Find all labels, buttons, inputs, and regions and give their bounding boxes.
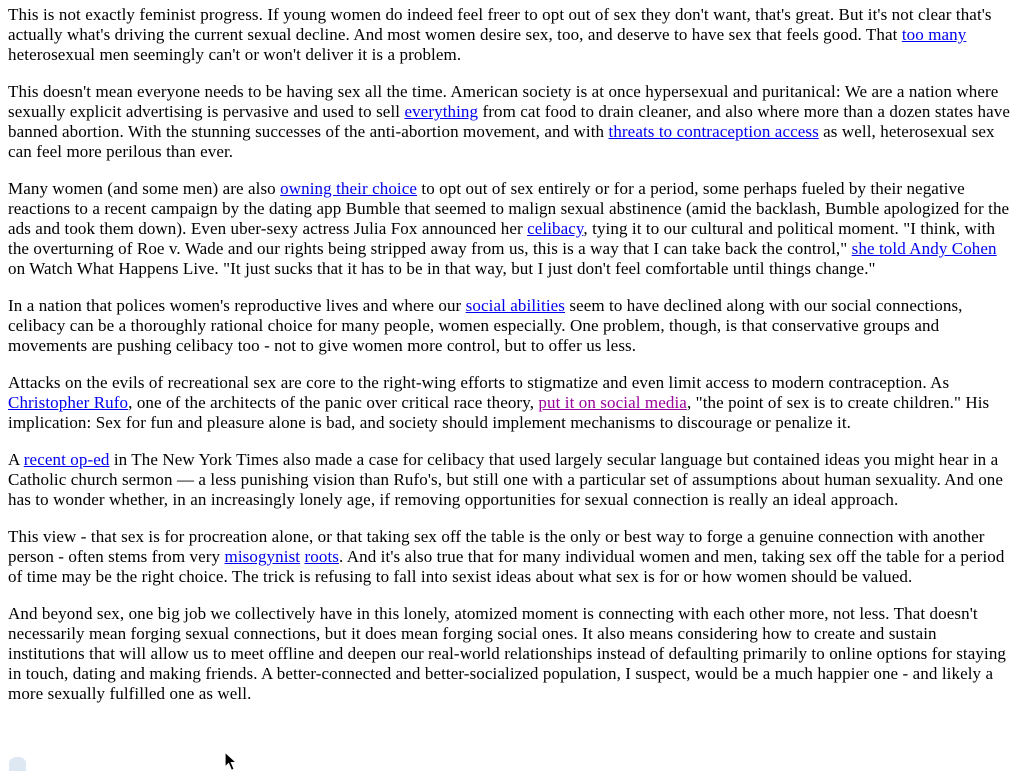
paragraph-text: , "the point of sex is to create children." His implication: Sex for fun and pleasure alone is bad, and society should implement mechanisms to discourage or penalize it.: [8, 393, 990, 432]
paragraph: [8, 5, 1017, 65]
paragraph: [8, 450, 1017, 510]
paragraph-text: Many women (and some men) are also: [8, 179, 281, 198]
paragraph-text: heterosexual men seemingly can't or won't deliver it is a problem.: [8, 45, 462, 64]
inline-link[interactable]: celibacy: [527, 219, 584, 238]
inline-link[interactable]: put it on social media: [538, 393, 687, 412]
inline-link[interactable]: Christopher Rufo: [8, 393, 129, 412]
inline-link[interactable]: misogynist: [224, 547, 301, 566]
article-body: [8, 5, 1017, 704]
paragraph: [8, 296, 1017, 356]
partial-clipped-element: [9, 757, 26, 771]
paragraph-text: , one of the architects of the panic over critical race theory,: [128, 393, 539, 412]
paragraph-text: seem to have declined along with our social connections, celibacy can be a thoroughly rational choice for many people, women especially. One problem, though, is that conservative groups and movements are pushing celibacy too - not to give women more control, but to offer us less.: [8, 296, 963, 355]
paragraph: [8, 82, 1017, 162]
paragraph-text: In a nation that polices women's reproductive lives and where our: [8, 296, 466, 315]
inline-link[interactable]: everything: [404, 102, 479, 121]
paragraph-text: , tying it to our cultural and political moment. "I think, with the overturning of Roe v. Wade and our rights being stripped away from us, this is a way that I can take back the control,": [8, 219, 996, 258]
paragraph: [8, 527, 1017, 587]
inline-link[interactable]: roots: [304, 547, 339, 566]
mouse-cursor-icon: [224, 751, 238, 772]
paragraph: [8, 373, 1017, 433]
paragraph-text: This view - that sex is for procreation alone, or that taking sex off the table is the only or best way to forge a genuine connection with another person - often stems from very: [8, 527, 985, 566]
inline-link[interactable]: she told Andy Cohen: [851, 239, 997, 258]
paragraph-text: on Watch What Happens Live. "It just sucks that it has to be in that way, but I just don't feel comfortable until things change.": [8, 259, 876, 278]
paragraph-text: in The New York Times also made a case for celibacy that used largely secular language but contained ideas you might hear in a Catholic church sermon — a less punishing vision than Rufo's, but still one with a particular set of assumptions about human sexuality. And one has to wonder whether, in an increasingly lonely age, if removing opportunities for sexual connection is really an ideal approach.: [8, 450, 1004, 509]
paragraph-text: This doesn't mean everyone needs to be having sex all the time. American society is at once hypersexual and puritanical: We are a nation where sexually explicit advertising is pervasive and used to sell: [8, 82, 999, 121]
inline-link[interactable]: owning their choice: [280, 179, 418, 198]
paragraph-text: And beyond sex, one big job we collectively have in this lonely, atomized moment is connecting with each other more, not less. That doesn't necessarily mean forging sexual connections, but it does mean forging social ones. It also means considering how to create and sustain institutions that will allow us to meet offline and deepen our real-world relationships instead of defaulting primarily to online options for staying in touch, dating and making friends. A better-connected and better-socialized population, I suspect, would be a much happier one - and likely a more sexually fulfilled one as well.: [8, 604, 1007, 703]
paragraph-text: from cat food to drain cleaner, and also where more than a dozen states have banned abortion. With the stunning successes of the anti-abortion movement, and with: [8, 102, 1011, 141]
paragraph-text: as well, heterosexual sex can feel more perilous than ever.: [8, 122, 995, 161]
paragraph: [8, 179, 1017, 279]
paragraph-text: A: [8, 450, 24, 469]
inline-link[interactable]: too many: [901, 25, 967, 44]
paragraph-text: This is not exactly feminist progress. If young women do indeed feel freer to opt out of sex they don't want, that's great. But it's not clear that's actually what's driving the current sexual decline. And most women desire sex, too, and deserve to have sex that feels good. That: [8, 5, 992, 44]
inline-link[interactable]: recent op-ed: [23, 450, 110, 469]
paragraph-text: to opt out of sex entirely or for a period, some perhaps fueled by their negative reactions to a recent campaign by the dating app Bumble that seemed to malign sexual abstinence (amid the backlash, Bumble apologized for the ads and took them down). Even uber-sexy actress Julia Fox announced her: [8, 179, 1010, 238]
inline-link[interactable]: threats to contraception access: [608, 122, 819, 141]
inline-link[interactable]: social abilities: [465, 296, 565, 315]
paragraph-text: Attacks on the evils of recreational sex are core to the right-wing efforts to stigmatize and even limit access to modern contraception. As: [8, 373, 950, 392]
paragraph-text: . And it's also true that for many individual women and men, taking sex off the table for a period of time may be the right choice. The trick is refusing to fall into sexist ideas about what sex is for or how women should be valued.: [8, 547, 1005, 586]
paragraph: [8, 604, 1017, 704]
